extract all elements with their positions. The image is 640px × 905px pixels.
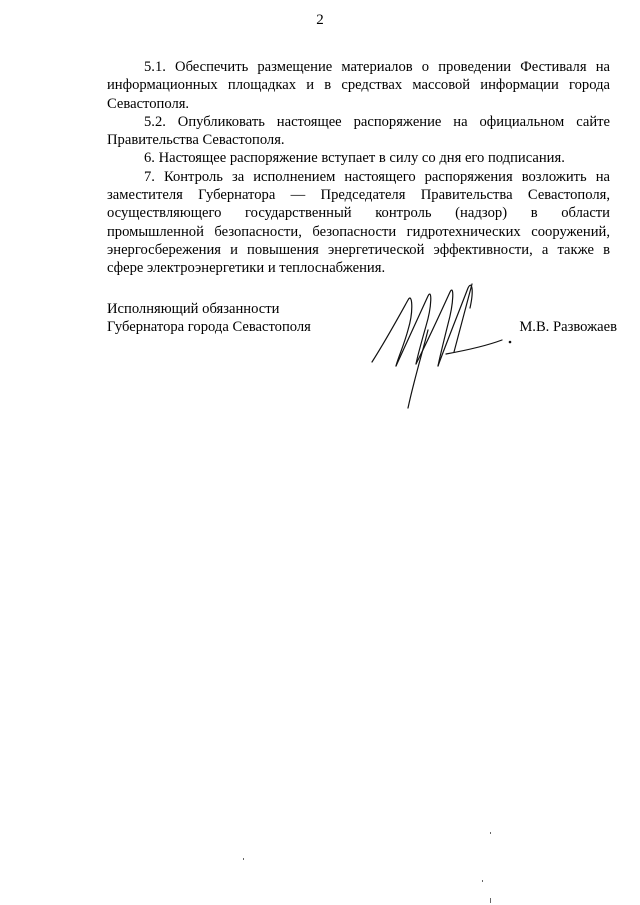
paragraph-5-1: 5.1. Обеспечить размещение материалов о проведении Фестиваля на информационных площадках и в средствах массовой информации города Севастополя. xyxy=(107,59,610,112)
handwritten-signature xyxy=(368,270,518,410)
paragraph-6: 6. Настоящее распоряжение вступает в силу со дня его подписания. xyxy=(144,150,565,167)
scan-speck xyxy=(482,880,483,882)
scan-speck xyxy=(490,898,491,903)
paragraph-7: 7. Контроль за исполнением настоящего распоряжения возложить на заместителя Губернатора — Председателя Правительства Севастополя, осуществляющего государственный контроль (надзор) в области промышленной безопасности, безопасности гидротехнических сооружений, энергосбережения и повышения энергетической эффективности, а также в сфере электроэнергетики и теплоснабжения. xyxy=(107,168,610,277)
paragraph-5-2: 5.2. Опубликовать настоящее распоряжение на официальном сайте Правительства Севастополя. xyxy=(107,113,610,149)
signer-position-line-2: Губернатора города Севастополя xyxy=(107,319,311,336)
signature-block xyxy=(107,300,617,337)
signer-position-line-1: Исполняющий обязанности xyxy=(107,301,280,317)
page-number: 2 xyxy=(316,12,324,28)
signer-name: М.В. Развожаев xyxy=(519,319,617,336)
scan-speck xyxy=(490,832,491,834)
document-body xyxy=(107,58,610,278)
scan-speck xyxy=(243,858,244,860)
